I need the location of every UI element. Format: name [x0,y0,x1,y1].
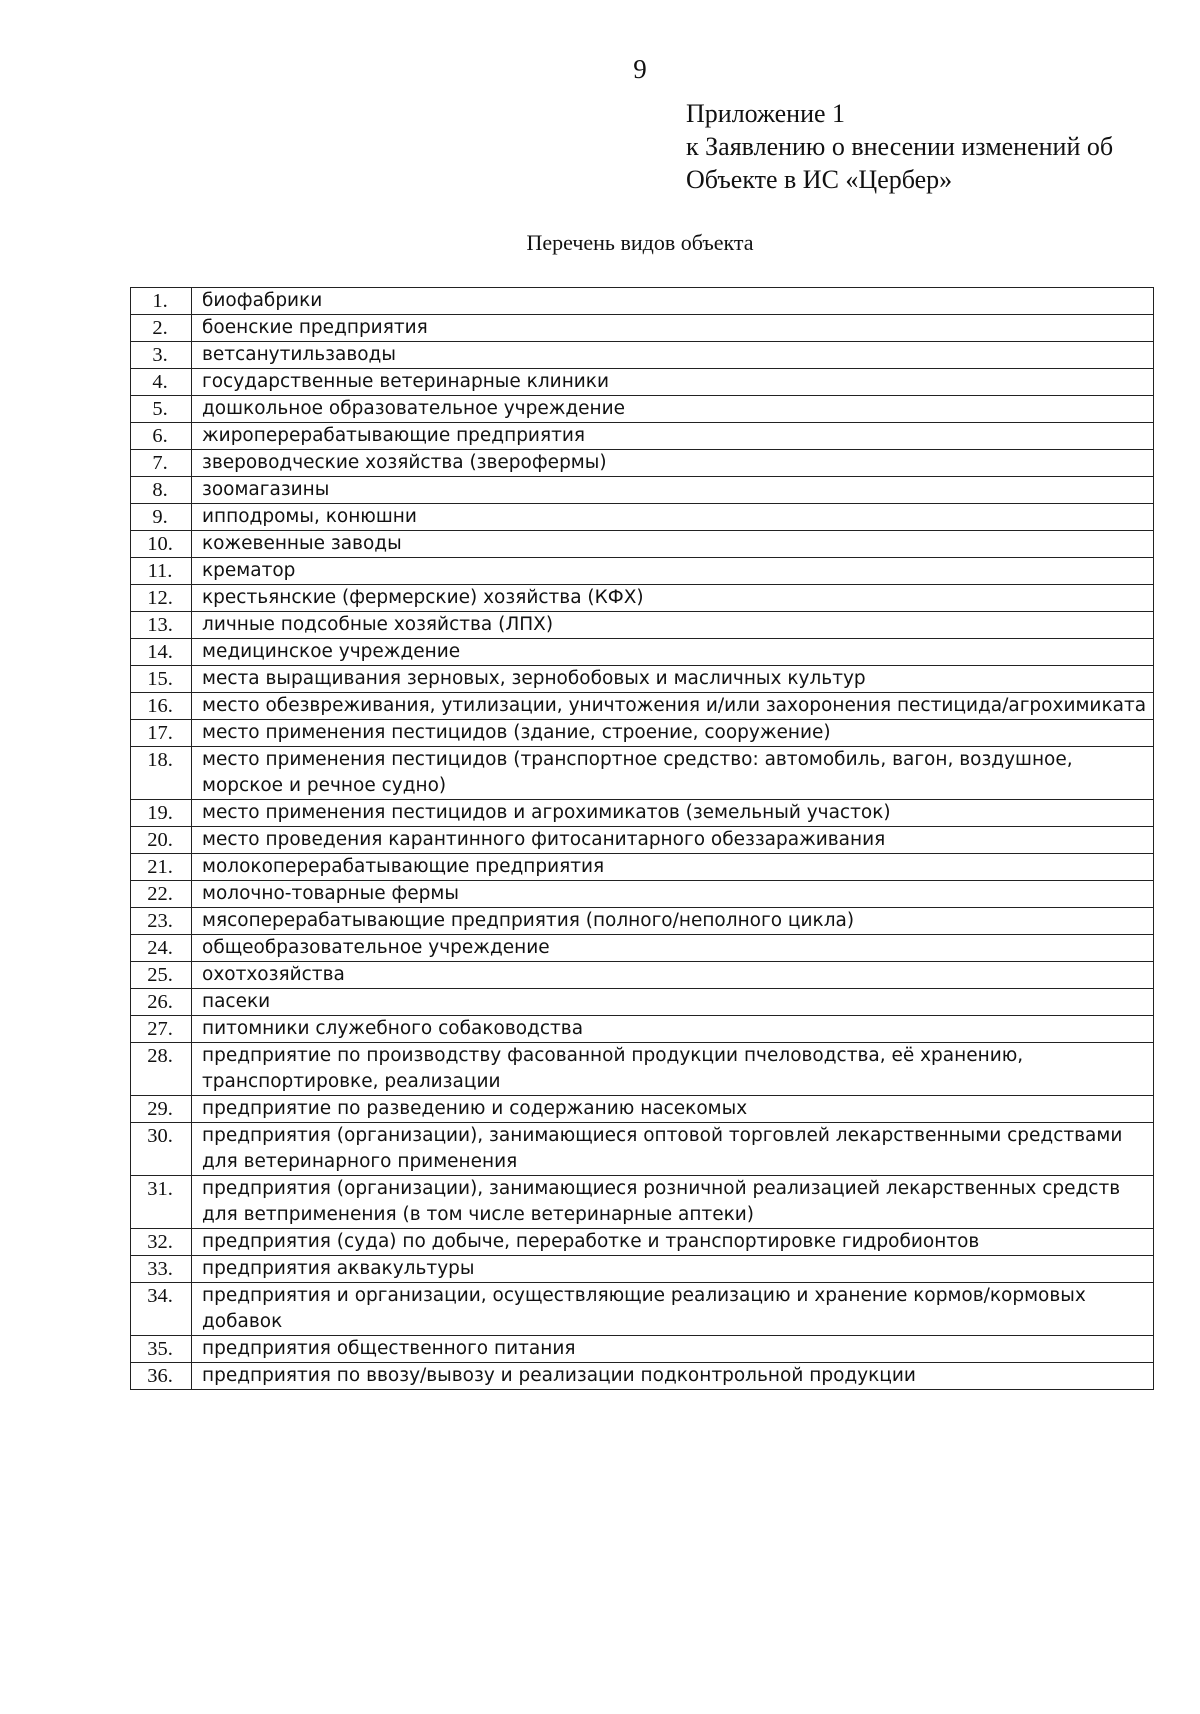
row-number: 25. [131,962,192,989]
row-number: 16. [131,693,192,720]
table-row [131,720,1154,747]
row-number: 15. [131,666,192,693]
row-number: 35. [131,1336,192,1363]
row-number: 22. [131,881,192,908]
table-row [131,854,1154,881]
table-row [131,989,1154,1016]
table-row [131,800,1154,827]
table-row [131,477,1154,504]
row-number: 34. [131,1283,192,1336]
table-row [131,693,1154,720]
row-number: 30. [131,1123,192,1176]
object-kind-name: предприятия (суда) по добыче, переработке и транспортировке гидробионтов [192,1229,1154,1256]
object-kind-name: ветсанутильзаводы [192,342,1154,369]
appendix-line-2: к Заявлению о внесении изменений об [686,132,1114,161]
object-kind-name: предприятия и организации, осуществляющие реализацию и хранение кормов/кормовых добавок [192,1283,1154,1336]
row-number: 28. [131,1043,192,1096]
list-title: Перечень видов объекта [526,230,754,255]
appendix-line-3: Объекте в ИС «Цербер» [686,165,953,194]
object-kind-name: место применения пестицидов (здание, строение, сооружение) [192,720,1154,747]
row-number: 20. [131,827,192,854]
object-kind-name: предприятия аквакультуры [192,1256,1154,1283]
row-number: 31. [131,1176,192,1229]
object-kind-name: общеобразовательное учреждение [192,935,1154,962]
table-row [131,1043,1154,1096]
object-kind-name: места выращивания зерновых, зернобобовых и масличных культур [192,666,1154,693]
object-kind-name: боенские предприятия [192,315,1154,342]
object-kind-name: питомники служебного собаководства [192,1016,1154,1043]
table-row [131,747,1154,800]
appendix-line-1: Приложение 1 [686,99,846,128]
object-kind-name: молокоперерабатывающие предприятия [192,854,1154,881]
object-kind-name: место проведения карантинного фитосанитарного обеззараживания [192,827,1154,854]
appendix-heading [686,97,1113,196]
table-row [131,396,1154,423]
row-number: 3. [131,342,192,369]
object-kind-name: предприятия общественного питания [192,1336,1154,1363]
object-kind-name: государственные ветеринарные клиники [192,369,1154,396]
object-kind-name: пасеки [192,989,1154,1016]
row-number: 9. [131,504,192,531]
object-kind-name: место применения пестицидов и агрохимикатов (земельный участок) [192,800,1154,827]
table-row [131,1363,1154,1390]
table-row [131,585,1154,612]
row-number: 11. [131,558,192,585]
row-number: 4. [131,369,192,396]
row-number: 26. [131,989,192,1016]
table-row [131,881,1154,908]
object-kinds-table [130,287,1154,1390]
object-kind-name: мясоперерабатывающие предприятия (полного/неполного цикла) [192,908,1154,935]
object-kind-name: личные подсобные хозяйства (ЛПХ) [192,612,1154,639]
row-number: 18. [131,747,192,800]
row-number: 19. [131,800,192,827]
row-number: 24. [131,935,192,962]
table-row [131,1256,1154,1283]
row-number: 17. [131,720,192,747]
table-row [131,1229,1154,1256]
table-row [131,1123,1154,1176]
object-kind-name: крематор [192,558,1154,585]
object-kind-name: место обезвреживания, утилизации, уничтожения и/или захоронения пестицида/агрохимиката [192,693,1154,720]
table-row [131,1096,1154,1123]
object-kind-name: звероводческие хозяйства (зверофермы) [192,450,1154,477]
table-row [131,639,1154,666]
object-kind-name: биофабрики [192,288,1154,315]
table-row [131,827,1154,854]
row-number: 7. [131,450,192,477]
table-row [131,1336,1154,1363]
object-kind-name: медицинское учреждение [192,639,1154,666]
table-row [131,504,1154,531]
object-kind-name: ипподромы, конюшни [192,504,1154,531]
object-kind-name: дошкольное образовательное учреждение [192,396,1154,423]
object-kind-name: зоомагазины [192,477,1154,504]
row-number: 32. [131,1229,192,1256]
row-number: 27. [131,1016,192,1043]
table-row [131,288,1154,315]
table-row [131,612,1154,639]
table-row [131,423,1154,450]
object-kind-name: место применения пестицидов (транспортное средство: автомобиль, вагон, воздушное, морское и речное судно) [192,747,1154,800]
object-kind-name: крестьянские (фермерские) хозяйства (КФХ) [192,585,1154,612]
object-kind-name: жироперерабатывающие предприятия [192,423,1154,450]
table-row [131,1176,1154,1229]
row-number: 6. [131,423,192,450]
table-row [131,315,1154,342]
table-row [131,450,1154,477]
object-kind-name: предприятия (организации), занимающиеся оптовой торговлей лекарственными средствами для ветеринарного применения [192,1123,1154,1176]
object-kind-name: предприятие по разведению и содержанию насекомых [192,1096,1154,1123]
row-number: 10. [131,531,192,558]
table-row [131,1283,1154,1336]
object-kind-name: молочно-товарные фермы [192,881,1154,908]
row-number: 23. [131,908,192,935]
table-body [131,288,1154,1390]
table-row [131,1016,1154,1043]
table-row [131,369,1154,396]
object-kind-name: кожевенные заводы [192,531,1154,558]
row-number: 2. [131,315,192,342]
row-number: 33. [131,1256,192,1283]
object-kind-name: предприятия (организации), занимающиеся розничной реализацией лекарственных средств для ветприменения (в том числе ветеринарные аптеки) [192,1176,1154,1229]
row-number: 29. [131,1096,192,1123]
row-number: 36. [131,1363,192,1390]
row-number: 12. [131,585,192,612]
table-row [131,962,1154,989]
table-row [131,342,1154,369]
page-number: 9 [633,54,647,84]
row-number: 1. [131,288,192,315]
table-row [131,558,1154,585]
object-kind-name: охотхозяйства [192,962,1154,989]
row-number: 5. [131,396,192,423]
table-row [131,531,1154,558]
object-kind-name: предприятие по производству фасованной продукции пчеловодства, её хранению, транспортировке, реализации [192,1043,1154,1096]
row-number: 8. [131,477,192,504]
row-number: 13. [131,612,192,639]
table-row [131,935,1154,962]
row-number: 14. [131,639,192,666]
table-row [131,666,1154,693]
row-number: 21. [131,854,192,881]
table-row [131,908,1154,935]
object-kind-name: предприятия по ввозу/вывозу и реализации подконтрольной продукции [192,1363,1154,1390]
